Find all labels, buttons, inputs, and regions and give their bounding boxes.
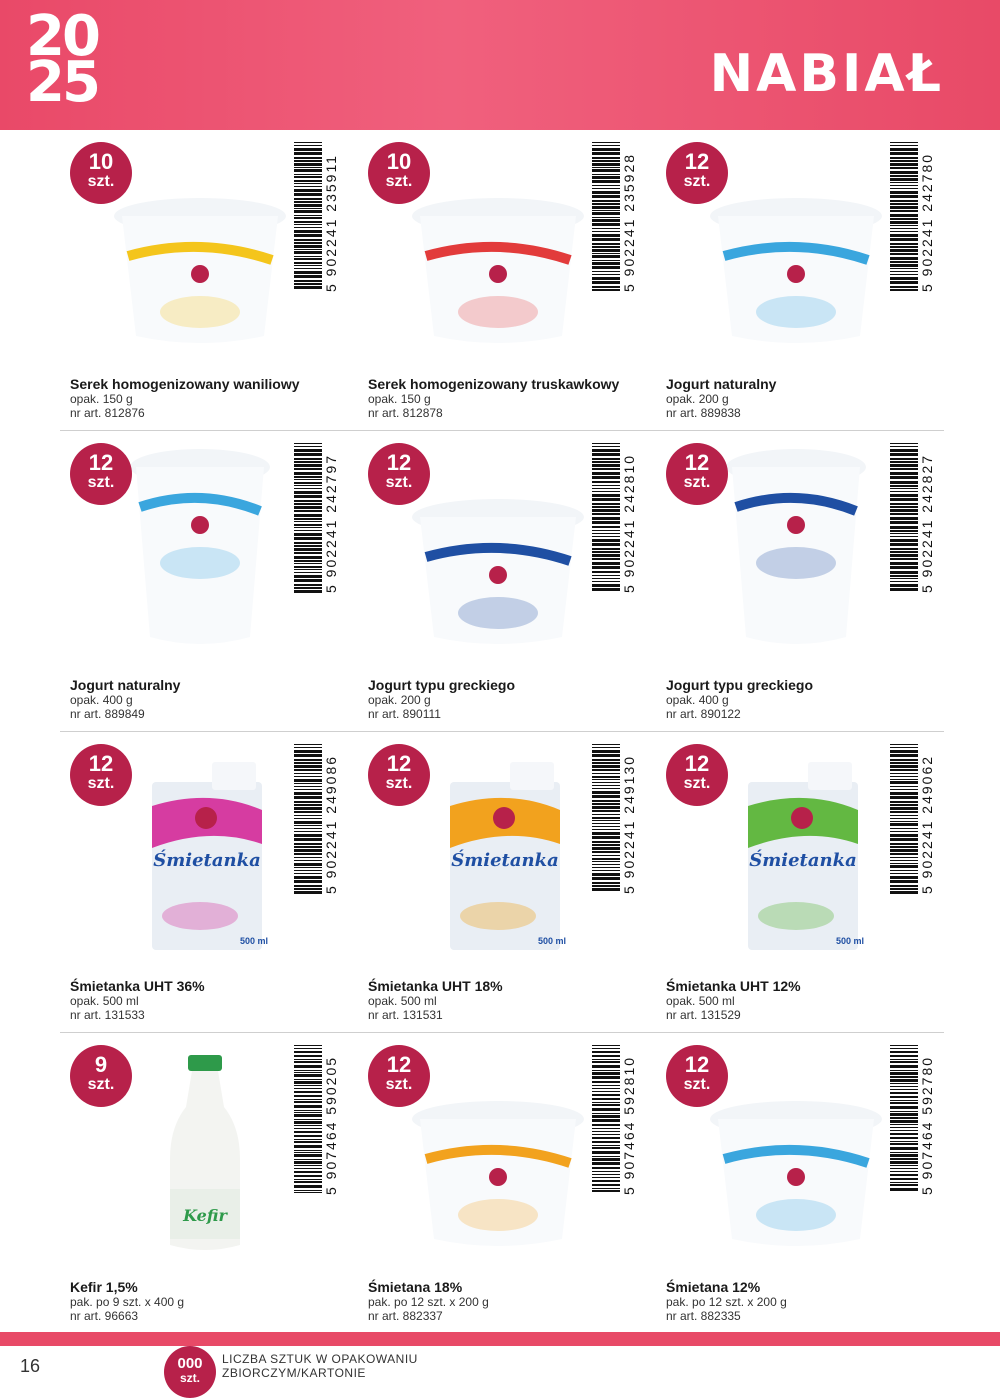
product-info	[368, 978, 648, 1022]
year-top: 20	[26, 4, 98, 69]
pack-quantity-badge	[70, 142, 132, 204]
product-info	[70, 1279, 350, 1323]
legend-badge-unit: szt.	[179, 1371, 200, 1385]
barcode	[890, 744, 935, 894]
product-name: Jogurt naturalny	[70, 677, 181, 693]
pack-unit: szt.	[683, 1076, 711, 1093]
barcode	[890, 1045, 935, 1195]
pack-unit: szt.	[87, 1076, 115, 1093]
barcode-lead: 5	[323, 884, 339, 894]
product-card	[656, 431, 954, 731]
product-name: Jogurt typu greckiego	[666, 677, 814, 693]
pack-unit: szt.	[87, 173, 115, 190]
package-size: opak. 150 g	[70, 392, 133, 406]
pack-unit: szt.	[385, 474, 413, 491]
barcode-digits	[919, 1055, 935, 1195]
pack-quantity: 12	[684, 1052, 710, 1077]
barcode-number: 902241 235911	[323, 154, 339, 277]
product-info	[70, 978, 350, 1022]
barcode-lead: 5	[919, 884, 935, 894]
barcode-digits	[919, 453, 935, 593]
pack-unit: szt.	[385, 775, 413, 792]
legend-badge-qty: 000	[177, 1355, 203, 1372]
barcode	[592, 744, 637, 894]
svg-text:Śmietanka: Śmietanka	[749, 850, 857, 871]
barcode-digits	[621, 754, 637, 894]
article-number: nr art. 882335	[666, 1309, 741, 1323]
product-name: Kefir 1,5%	[70, 1279, 138, 1295]
year-logo	[26, 4, 98, 115]
svg-text:Śmietanka: Śmietanka	[153, 850, 261, 871]
legend-badge	[164, 1346, 216, 1398]
pack-quantity: 12	[684, 751, 710, 776]
pack-unit: szt.	[683, 474, 711, 491]
package-size: opak. 500 ml	[666, 994, 735, 1008]
barcode	[592, 142, 637, 292]
product-info	[368, 677, 648, 721]
product-name: Śmietanka UHT 18%	[368, 978, 503, 994]
package-size: opak. 200 g	[368, 693, 431, 707]
product-card	[656, 732, 954, 1032]
article-number: nr art. 889838	[666, 406, 741, 420]
package-size: pak. po 12 szt. x 200 g	[368, 1295, 489, 1309]
barcode-lead: 5	[621, 884, 637, 894]
pack-quantity: 12	[88, 751, 114, 776]
barcode-digits	[621, 453, 637, 593]
page-header	[0, 0, 1000, 130]
pack-quantity: 12	[88, 450, 114, 475]
product-row	[60, 431, 944, 732]
package-size: opak. 150 g	[368, 392, 431, 406]
barcode-number: 907464 592810	[621, 1055, 637, 1180]
barcode-number: 902241 249062	[919, 754, 935, 879]
pack-quantity: 10	[386, 149, 412, 174]
barcode-number: 902241 242797	[323, 453, 339, 578]
barcode-number: 902241 249086	[323, 754, 339, 879]
product-info	[666, 978, 946, 1022]
barcode-lead: 5	[919, 1185, 935, 1195]
barcode	[592, 1045, 637, 1195]
product-info	[666, 376, 946, 420]
pack-quantity-badge	[70, 744, 132, 806]
product-card	[656, 130, 954, 430]
product-name: Śmietana 12%	[666, 1279, 761, 1295]
package-size: pak. po 9 szt. x 400 g	[70, 1295, 185, 1309]
product-info	[666, 1279, 946, 1323]
article-number: nr art. 131531	[368, 1008, 443, 1022]
barcode-digits	[323, 453, 339, 593]
barcode-lead: 5	[919, 282, 935, 292]
pack-unit: szt.	[87, 474, 115, 491]
svg-text:Kefir: Kefir	[183, 1206, 227, 1225]
barcode-lead: 5	[323, 1185, 339, 1195]
product-name: Jogurt typu greckiego	[368, 677, 516, 693]
product-name: Jogurt naturalny	[666, 376, 777, 392]
product-row	[60, 130, 944, 431]
page-number: 16	[20, 1356, 41, 1376]
package-size: opak. 400 g	[70, 693, 133, 707]
barcode-number: 902241 249130	[621, 754, 637, 879]
barcode-number: 902241 242780	[919, 152, 935, 277]
barcode-lead: 5	[621, 282, 637, 292]
package-size: opak. 200 g	[666, 392, 729, 406]
product-row	[60, 1033, 944, 1333]
category-title: NABIAŁ	[709, 44, 944, 104]
barcode-lead: 5	[323, 583, 339, 593]
barcode-lead: 5	[323, 282, 339, 292]
product-row	[60, 732, 944, 1033]
product-card	[60, 1033, 358, 1333]
pack-quantity: 9	[94, 1052, 108, 1077]
product-info	[368, 1279, 648, 1323]
barcode-digits	[919, 152, 935, 292]
pack-quantity-badge	[368, 443, 430, 505]
article-number: nr art. 890122	[666, 707, 741, 721]
pack-quantity: 12	[684, 450, 710, 475]
pack-quantity: 10	[88, 149, 114, 174]
svg-text:500 ml: 500 ml	[538, 936, 567, 946]
product-info	[666, 677, 946, 721]
pack-quantity-badge	[666, 1045, 728, 1107]
article-number: nr art. 882337	[368, 1309, 443, 1323]
product-card	[60, 732, 358, 1032]
pack-quantity-badge	[666, 443, 728, 505]
pack-unit: szt.	[385, 173, 413, 190]
product-card	[358, 431, 656, 731]
product-name: Śmietanka UHT 36%	[70, 978, 205, 994]
barcode	[294, 443, 339, 593]
package-size: opak. 400 g	[666, 693, 729, 707]
pack-quantity-badge	[70, 443, 132, 505]
pack-quantity-badge	[666, 744, 728, 806]
pack-unit: szt.	[87, 775, 115, 792]
barcode-number: 902241 242827	[919, 453, 935, 578]
barcode-lead: 5	[621, 583, 637, 593]
pack-quantity: 12	[386, 1052, 412, 1077]
product-info	[70, 376, 350, 420]
product-name: Serek homogenizowany truskawkowy	[368, 376, 620, 392]
svg-text:500 ml: 500 ml	[240, 936, 269, 946]
barcode-number: 907464 592780	[919, 1055, 935, 1180]
footer-stripe	[0, 1332, 1000, 1346]
barcode-number: 907464 590205	[323, 1055, 339, 1180]
pack-quantity-badge	[70, 1045, 132, 1107]
svg-text:500 ml: 500 ml	[836, 936, 865, 946]
package-size: opak. 500 ml	[368, 994, 437, 1008]
barcode	[294, 744, 339, 894]
pack-quantity: 12	[386, 450, 412, 475]
pack-unit: szt.	[683, 173, 711, 190]
page-footer	[0, 1346, 1000, 1400]
product-card	[60, 130, 358, 430]
barcode-digits	[919, 754, 935, 894]
barcode-digits	[621, 1055, 637, 1195]
barcode-digits	[323, 754, 339, 894]
barcode-digits	[621, 152, 637, 292]
product-card	[358, 130, 656, 430]
package-size: opak. 500 ml	[70, 994, 139, 1008]
barcode	[890, 142, 935, 292]
article-number: nr art. 812878	[368, 406, 443, 420]
product-card	[656, 1033, 954, 1333]
package-size: pak. po 12 szt. x 200 g	[666, 1295, 787, 1309]
svg-text:Śmietanka: Śmietanka	[451, 850, 559, 871]
barcode	[890, 443, 935, 593]
article-number: nr art. 890111	[368, 707, 441, 721]
product-name: Serek homogenizowany waniliowy	[70, 376, 300, 392]
article-number: nr art. 96663	[70, 1309, 139, 1323]
product-card	[358, 1033, 656, 1333]
year-bottom: 25	[26, 50, 98, 115]
pack-quantity: 12	[386, 751, 412, 776]
article-number: nr art. 812876	[70, 406, 145, 420]
article-number: nr art. 131529	[666, 1008, 741, 1022]
barcode	[294, 142, 339, 292]
pack-quantity-badge	[368, 744, 430, 806]
legend-line-2: ZBIORCZYM/KARTONIE	[222, 1366, 366, 1380]
product-card	[358, 732, 656, 1032]
legend-line-1: LICZBA SZTUK W OPAKOWANIU	[222, 1352, 418, 1366]
pack-quantity: 12	[684, 149, 710, 174]
product-info	[70, 677, 350, 721]
pack-quantity-badge	[368, 142, 430, 204]
product-name: Śmietanka UHT 12%	[666, 978, 801, 994]
product-info	[368, 376, 648, 420]
barcode-number: 902241 235928	[621, 152, 637, 277]
barcode	[592, 443, 637, 593]
pack-quantity-badge	[368, 1045, 430, 1107]
article-number: nr art. 131533	[70, 1008, 145, 1022]
article-number: nr art. 889849	[70, 707, 145, 721]
barcode-lead: 5	[919, 583, 935, 593]
product-name: Śmietana 18%	[368, 1279, 463, 1295]
barcode-digits	[323, 1055, 339, 1195]
product-card	[60, 431, 358, 731]
pack-quantity-badge	[666, 142, 728, 204]
barcode-digits	[323, 154, 339, 292]
barcode-lead: 5	[621, 1185, 637, 1195]
pack-unit: szt.	[385, 1076, 413, 1093]
legend-text	[222, 1352, 418, 1380]
pack-unit: szt.	[683, 775, 711, 792]
barcode-number: 902241 242810	[621, 453, 637, 578]
barcode	[294, 1045, 339, 1195]
product-grid	[60, 130, 944, 1333]
